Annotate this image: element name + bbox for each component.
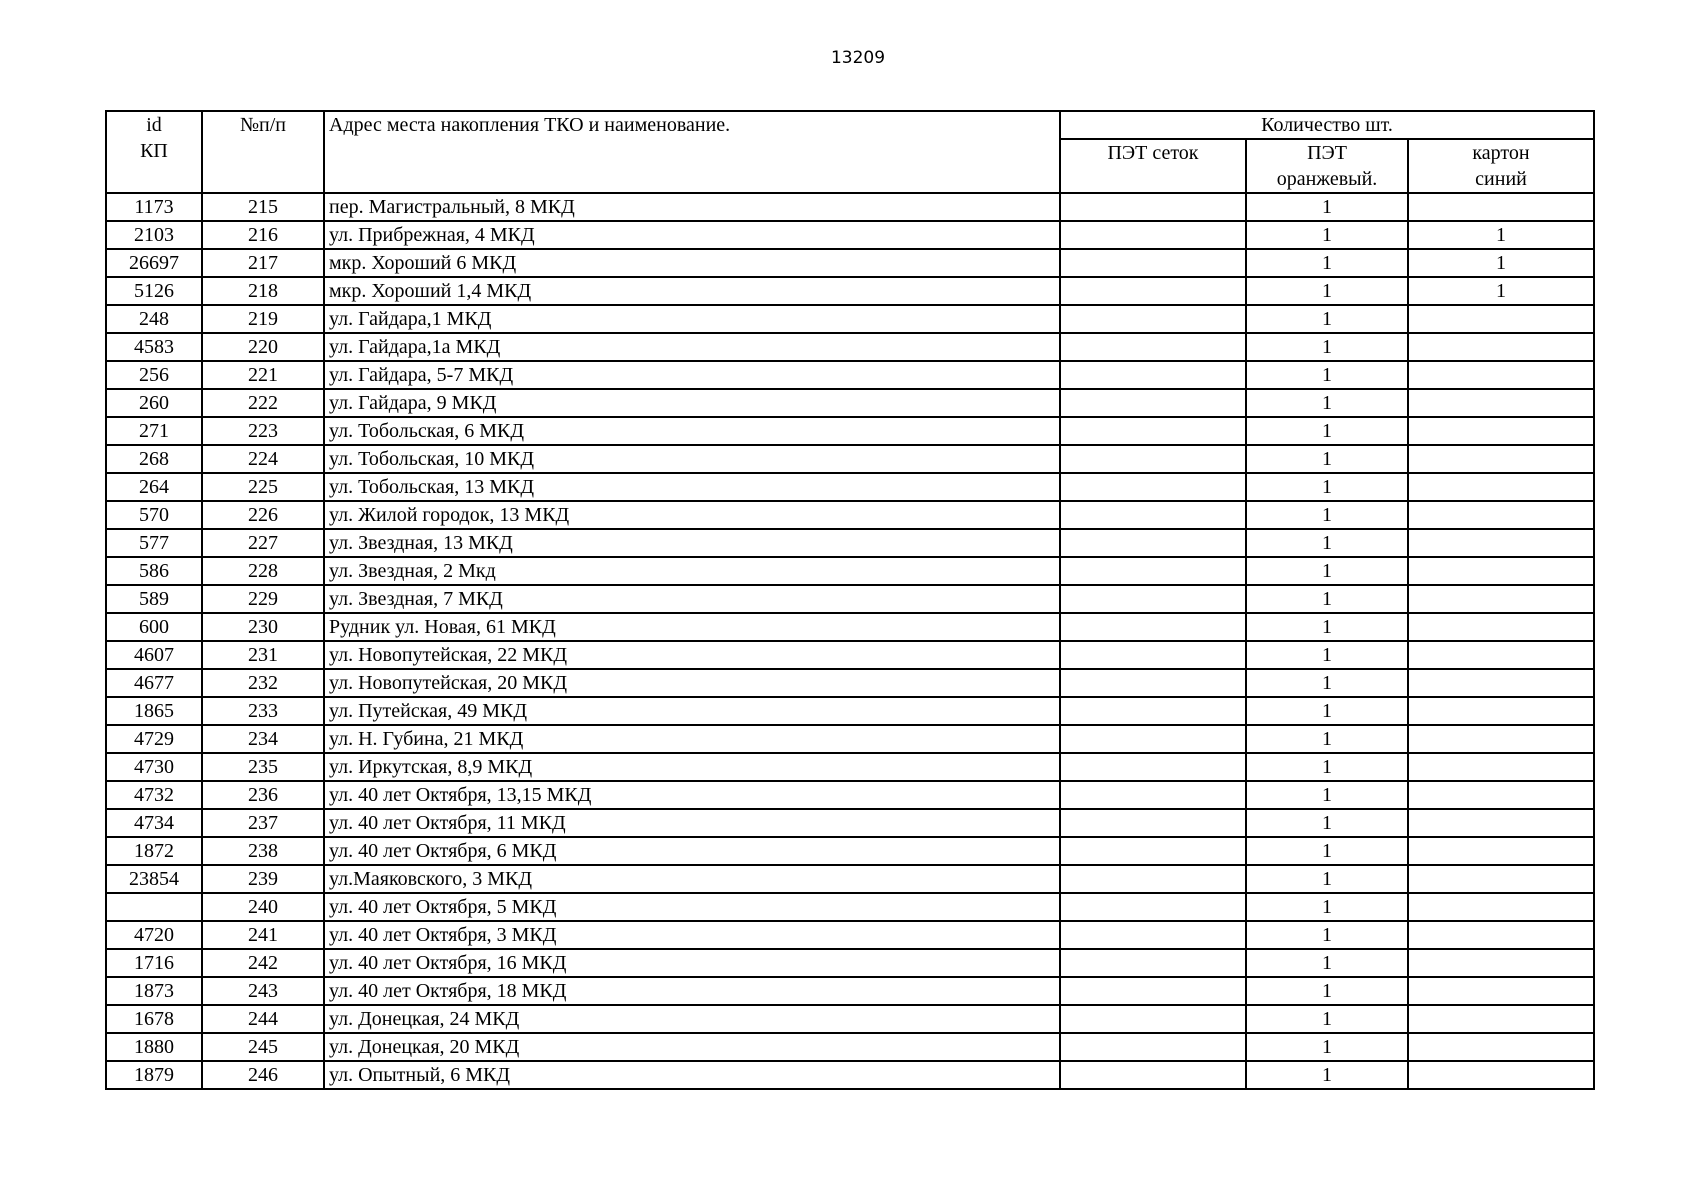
table-row <box>106 613 1594 641</box>
cell-address: ул. Донецкая, 24 МКД <box>324 1005 1060 1033</box>
table-row <box>106 921 1594 949</box>
table-row <box>106 529 1594 557</box>
header-pet-orange <box>1246 139 1408 193</box>
cell-num: 246 <box>202 1061 324 1089</box>
cell-address: пер. Магистральный, 8 МКД <box>324 193 1060 221</box>
header-pet-orange-line1: ПЭТ <box>1307 142 1347 164</box>
cell-num: 221 <box>202 361 324 389</box>
header-address: Адрес места накопления ТКО и наименование. <box>324 111 1060 193</box>
table-row <box>106 1061 1594 1089</box>
cell-pet-orange: 1 <box>1246 949 1408 977</box>
cell-pet-nets <box>1060 473 1246 501</box>
cell-id: 271 <box>106 417 202 445</box>
header-id-line1: id <box>146 114 162 136</box>
cell-carton-blue <box>1408 809 1594 837</box>
cell-pet-nets <box>1060 725 1246 753</box>
cell-pet-nets <box>1060 333 1246 361</box>
cell-pet-orange: 1 <box>1246 417 1408 445</box>
cell-num: 227 <box>202 529 324 557</box>
cell-address: ул. 40 лет Октября, 13,15 МКД <box>324 781 1060 809</box>
cell-pet-nets <box>1060 249 1246 277</box>
cell-id: 1879 <box>106 1061 202 1089</box>
cell-address: ул. Звездная, 13 МКД <box>324 529 1060 557</box>
cell-carton-blue <box>1408 669 1594 697</box>
cell-pet-nets <box>1060 445 1246 473</box>
cell-num: 239 <box>202 865 324 893</box>
cell-id: 4677 <box>106 669 202 697</box>
cell-num: 218 <box>202 277 324 305</box>
cell-carton-blue <box>1408 725 1594 753</box>
cell-carton-blue <box>1408 977 1594 1005</box>
cell-address: ул. Новопутейская, 20 МКД <box>324 669 1060 697</box>
cell-pet-nets <box>1060 921 1246 949</box>
cell-address: ул. Звездная, 7 МКД <box>324 585 1060 613</box>
cell-num: 245 <box>202 1033 324 1061</box>
cell-num: 223 <box>202 417 324 445</box>
cell-pet-nets <box>1060 809 1246 837</box>
cell-address: ул. Иркутская, 8,9 МКД <box>324 753 1060 781</box>
cell-carton-blue <box>1408 585 1594 613</box>
cell-carton-blue <box>1408 921 1594 949</box>
collection-points-table <box>105 110 1595 1090</box>
cell-address: ул. Гайдара,1 МКД <box>324 305 1060 333</box>
table-row <box>106 1005 1594 1033</box>
cell-pet-nets <box>1060 865 1246 893</box>
cell-pet-orange: 1 <box>1246 921 1408 949</box>
cell-pet-nets <box>1060 893 1246 921</box>
cell-num: 231 <box>202 641 324 669</box>
cell-carton-blue <box>1408 333 1594 361</box>
cell-pet-orange: 1 <box>1246 837 1408 865</box>
cell-pet-nets <box>1060 417 1246 445</box>
header-id-line2: КП <box>140 140 168 162</box>
cell-pet-orange: 1 <box>1246 977 1408 1005</box>
cell-address: ул. 40 лет Октября, 5 МКД <box>324 893 1060 921</box>
cell-id: 600 <box>106 613 202 641</box>
cell-carton-blue <box>1408 1033 1594 1061</box>
header-pet-nets-label: ПЭТ сеток <box>1107 142 1199 164</box>
cell-id: 4734 <box>106 809 202 837</box>
cell-carton-blue <box>1408 893 1594 921</box>
header-pet-orange-line2: оранжевый. <box>1276 168 1378 190</box>
cell-address: ул. Гайдара,1а МКД <box>324 333 1060 361</box>
table-row <box>106 1033 1594 1061</box>
cell-num: 219 <box>202 305 324 333</box>
cell-num: 236 <box>202 781 324 809</box>
cell-num: 237 <box>202 809 324 837</box>
cell-num: 224 <box>202 445 324 473</box>
cell-carton-blue: 1 <box>1408 249 1594 277</box>
cell-carton-blue <box>1408 1005 1594 1033</box>
header-id <box>106 111 202 193</box>
cell-address: ул.Маяковского, 3 МКД <box>324 865 1060 893</box>
table-row <box>106 977 1594 1005</box>
cell-address: ул. Тобольская, 10 МКД <box>324 445 1060 473</box>
cell-carton-blue <box>1408 193 1594 221</box>
cell-pet-nets <box>1060 389 1246 417</box>
cell-num: 244 <box>202 1005 324 1033</box>
table-row <box>106 389 1594 417</box>
cell-pet-orange: 1 <box>1246 389 1408 417</box>
cell-id: 1880 <box>106 1033 202 1061</box>
cell-id: 4732 <box>106 781 202 809</box>
cell-id: 248 <box>106 305 202 333</box>
table-row <box>106 473 1594 501</box>
cell-address: ул. 40 лет Октября, 16 МКД <box>324 949 1060 977</box>
cell-id: 4583 <box>106 333 202 361</box>
cell-pet-orange: 1 <box>1246 277 1408 305</box>
table-row <box>106 221 1594 249</box>
table-row <box>106 277 1594 305</box>
table-row <box>106 893 1594 921</box>
cell-num: 217 <box>202 249 324 277</box>
cell-id: 1678 <box>106 1005 202 1033</box>
cell-pet-orange: 1 <box>1246 473 1408 501</box>
cell-address: ул. Гайдара, 9 МКД <box>324 389 1060 417</box>
cell-carton-blue <box>1408 305 1594 333</box>
cell-id: 260 <box>106 389 202 417</box>
cell-id: 4729 <box>106 725 202 753</box>
cell-pet-nets <box>1060 585 1246 613</box>
cell-pet-orange: 1 <box>1246 1005 1408 1033</box>
cell-pet-orange: 1 <box>1246 501 1408 529</box>
cell-id <box>106 893 202 921</box>
cell-carton-blue <box>1408 697 1594 725</box>
cell-pet-orange: 1 <box>1246 249 1408 277</box>
cell-address: ул. Прибрежная, 4 МКД <box>324 221 1060 249</box>
cell-carton-blue <box>1408 557 1594 585</box>
cell-num: 235 <box>202 753 324 781</box>
cell-pet-nets <box>1060 837 1246 865</box>
table-row <box>106 837 1594 865</box>
cell-pet-nets <box>1060 557 1246 585</box>
cell-pet-nets <box>1060 977 1246 1005</box>
header-carton-blue-line1: картон <box>1472 142 1530 164</box>
cell-address: Рудник ул. Новая, 61 МКД <box>324 613 1060 641</box>
table-row <box>106 949 1594 977</box>
cell-address: ул. Донецкая, 20 МКД <box>324 1033 1060 1061</box>
cell-address: ул. 40 лет Октября, 18 МКД <box>324 977 1060 1005</box>
cell-id: 586 <box>106 557 202 585</box>
cell-num: 243 <box>202 977 324 1005</box>
cell-pet-orange: 1 <box>1246 613 1408 641</box>
cell-num: 216 <box>202 221 324 249</box>
cell-carton-blue <box>1408 641 1594 669</box>
cell-pet-orange: 1 <box>1246 361 1408 389</box>
cell-address: ул. Путейская, 49 МКД <box>324 697 1060 725</box>
cell-pet-nets <box>1060 221 1246 249</box>
cell-num: 228 <box>202 557 324 585</box>
table-body <box>106 193 1594 1089</box>
cell-pet-orange: 1 <box>1246 1033 1408 1061</box>
cell-id: 264 <box>106 473 202 501</box>
cell-pet-nets <box>1060 1005 1246 1033</box>
cell-carton-blue <box>1408 837 1594 865</box>
cell-pet-orange: 1 <box>1246 641 1408 669</box>
cell-pet-orange: 1 <box>1246 585 1408 613</box>
table-row <box>106 445 1594 473</box>
header-carton-blue-line2: синий <box>1475 168 1527 190</box>
cell-pet-orange: 1 <box>1246 1061 1408 1089</box>
cell-address: ул. Звездная, 2 Мкд <box>324 557 1060 585</box>
cell-pet-nets <box>1060 669 1246 697</box>
cell-carton-blue <box>1408 501 1594 529</box>
table-row <box>106 809 1594 837</box>
cell-address: ул. Опытный, 6 МКД <box>324 1061 1060 1089</box>
cell-num: 241 <box>202 921 324 949</box>
cell-carton-blue <box>1408 865 1594 893</box>
table-row <box>106 501 1594 529</box>
cell-pet-nets <box>1060 1061 1246 1089</box>
cell-num: 242 <box>202 949 324 977</box>
cell-carton-blue <box>1408 417 1594 445</box>
table-row <box>106 193 1594 221</box>
cell-pet-nets <box>1060 641 1246 669</box>
cell-num: 238 <box>202 837 324 865</box>
cell-carton-blue <box>1408 389 1594 417</box>
cell-id: 26697 <box>106 249 202 277</box>
table-row <box>106 641 1594 669</box>
cell-id: 1865 <box>106 697 202 725</box>
cell-pet-nets <box>1060 697 1246 725</box>
table-row <box>106 669 1594 697</box>
cell-pet-nets <box>1060 753 1246 781</box>
cell-id: 256 <box>106 361 202 389</box>
cell-address: мкр. Хороший 1,4 МКД <box>324 277 1060 305</box>
cell-num: 233 <box>202 697 324 725</box>
cell-pet-nets <box>1060 501 1246 529</box>
cell-carton-blue <box>1408 361 1594 389</box>
page-number: 13209 <box>830 48 886 68</box>
table-row <box>106 361 1594 389</box>
cell-address: ул. Н. Губина, 21 МКД <box>324 725 1060 753</box>
cell-num: 215 <box>202 193 324 221</box>
cell-num: 220 <box>202 333 324 361</box>
cell-pet-orange: 1 <box>1246 557 1408 585</box>
cell-address: ул. Жилой городок, 13 МКД <box>324 501 1060 529</box>
table-row <box>106 249 1594 277</box>
table-row <box>106 697 1594 725</box>
header-carton-blue <box>1408 139 1594 193</box>
cell-address: ул. Тобольская, 6 МКД <box>324 417 1060 445</box>
cell-num: 225 <box>202 473 324 501</box>
cell-id: 4730 <box>106 753 202 781</box>
cell-id: 1873 <box>106 977 202 1005</box>
table-row <box>106 585 1594 613</box>
cell-pet-nets <box>1060 305 1246 333</box>
cell-id: 5126 <box>106 277 202 305</box>
cell-address: мкр. Хороший 6 МКД <box>324 249 1060 277</box>
cell-pet-nets <box>1060 949 1246 977</box>
cell-pet-nets <box>1060 1033 1246 1061</box>
cell-carton-blue <box>1408 445 1594 473</box>
cell-pet-orange: 1 <box>1246 529 1408 557</box>
cell-id: 1716 <box>106 949 202 977</box>
cell-pet-nets <box>1060 193 1246 221</box>
cell-carton-blue <box>1408 529 1594 557</box>
table-row <box>106 305 1594 333</box>
table-row <box>106 333 1594 361</box>
header-num: №п/п <box>202 111 324 193</box>
cell-address: ул. Новопутейская, 22 МКД <box>324 641 1060 669</box>
table-row <box>106 725 1594 753</box>
cell-pet-orange: 1 <box>1246 193 1408 221</box>
cell-pet-nets <box>1060 529 1246 557</box>
header-quantity: Количество шт. <box>1060 111 1594 139</box>
table-row <box>106 557 1594 585</box>
table-row <box>106 865 1594 893</box>
cell-pet-orange: 1 <box>1246 669 1408 697</box>
cell-pet-nets <box>1060 781 1246 809</box>
cell-pet-orange: 1 <box>1246 305 1408 333</box>
cell-pet-orange: 1 <box>1246 725 1408 753</box>
cell-id: 589 <box>106 585 202 613</box>
cell-pet-orange: 1 <box>1246 221 1408 249</box>
cell-pet-orange: 1 <box>1246 809 1408 837</box>
cell-id: 4607 <box>106 641 202 669</box>
cell-carton-blue: 1 <box>1408 277 1594 305</box>
cell-pet-orange: 1 <box>1246 865 1408 893</box>
cell-pet-orange: 1 <box>1246 333 1408 361</box>
cell-pet-orange: 1 <box>1246 753 1408 781</box>
cell-address: ул. Тобольская, 13 МКД <box>324 473 1060 501</box>
cell-address: ул. 40 лет Октября, 6 МКД <box>324 837 1060 865</box>
cell-address: ул. 40 лет Октября, 3 МКД <box>324 921 1060 949</box>
cell-id: 2103 <box>106 221 202 249</box>
table-header <box>106 111 1594 193</box>
cell-carton-blue: 1 <box>1408 221 1594 249</box>
cell-pet-orange: 1 <box>1246 781 1408 809</box>
cell-id: 570 <box>106 501 202 529</box>
cell-carton-blue <box>1408 613 1594 641</box>
cell-carton-blue <box>1408 781 1594 809</box>
cell-id: 268 <box>106 445 202 473</box>
cell-pet-nets <box>1060 277 1246 305</box>
table-row <box>106 781 1594 809</box>
cell-id: 577 <box>106 529 202 557</box>
cell-id: 1173 <box>106 193 202 221</box>
cell-pet-orange: 1 <box>1246 697 1408 725</box>
cell-pet-nets <box>1060 613 1246 641</box>
header-pet-nets <box>1060 139 1246 193</box>
cell-num: 229 <box>202 585 324 613</box>
cell-carton-blue <box>1408 753 1594 781</box>
table-row <box>106 417 1594 445</box>
table-row <box>106 753 1594 781</box>
cell-num: 226 <box>202 501 324 529</box>
cell-id: 4720 <box>106 921 202 949</box>
cell-num: 240 <box>202 893 324 921</box>
cell-pet-orange: 1 <box>1246 893 1408 921</box>
cell-id: 1872 <box>106 837 202 865</box>
cell-pet-orange: 1 <box>1246 445 1408 473</box>
cell-address: ул. Гайдара, 5-7 МКД <box>324 361 1060 389</box>
cell-pet-nets <box>1060 361 1246 389</box>
cell-carton-blue <box>1408 473 1594 501</box>
cell-num: 230 <box>202 613 324 641</box>
cell-num: 232 <box>202 669 324 697</box>
cell-address: ул. 40 лет Октября, 11 МКД <box>324 809 1060 837</box>
cell-carton-blue <box>1408 949 1594 977</box>
cell-carton-blue <box>1408 1061 1594 1089</box>
cell-id: 23854 <box>106 865 202 893</box>
cell-num: 234 <box>202 725 324 753</box>
cell-num: 222 <box>202 389 324 417</box>
